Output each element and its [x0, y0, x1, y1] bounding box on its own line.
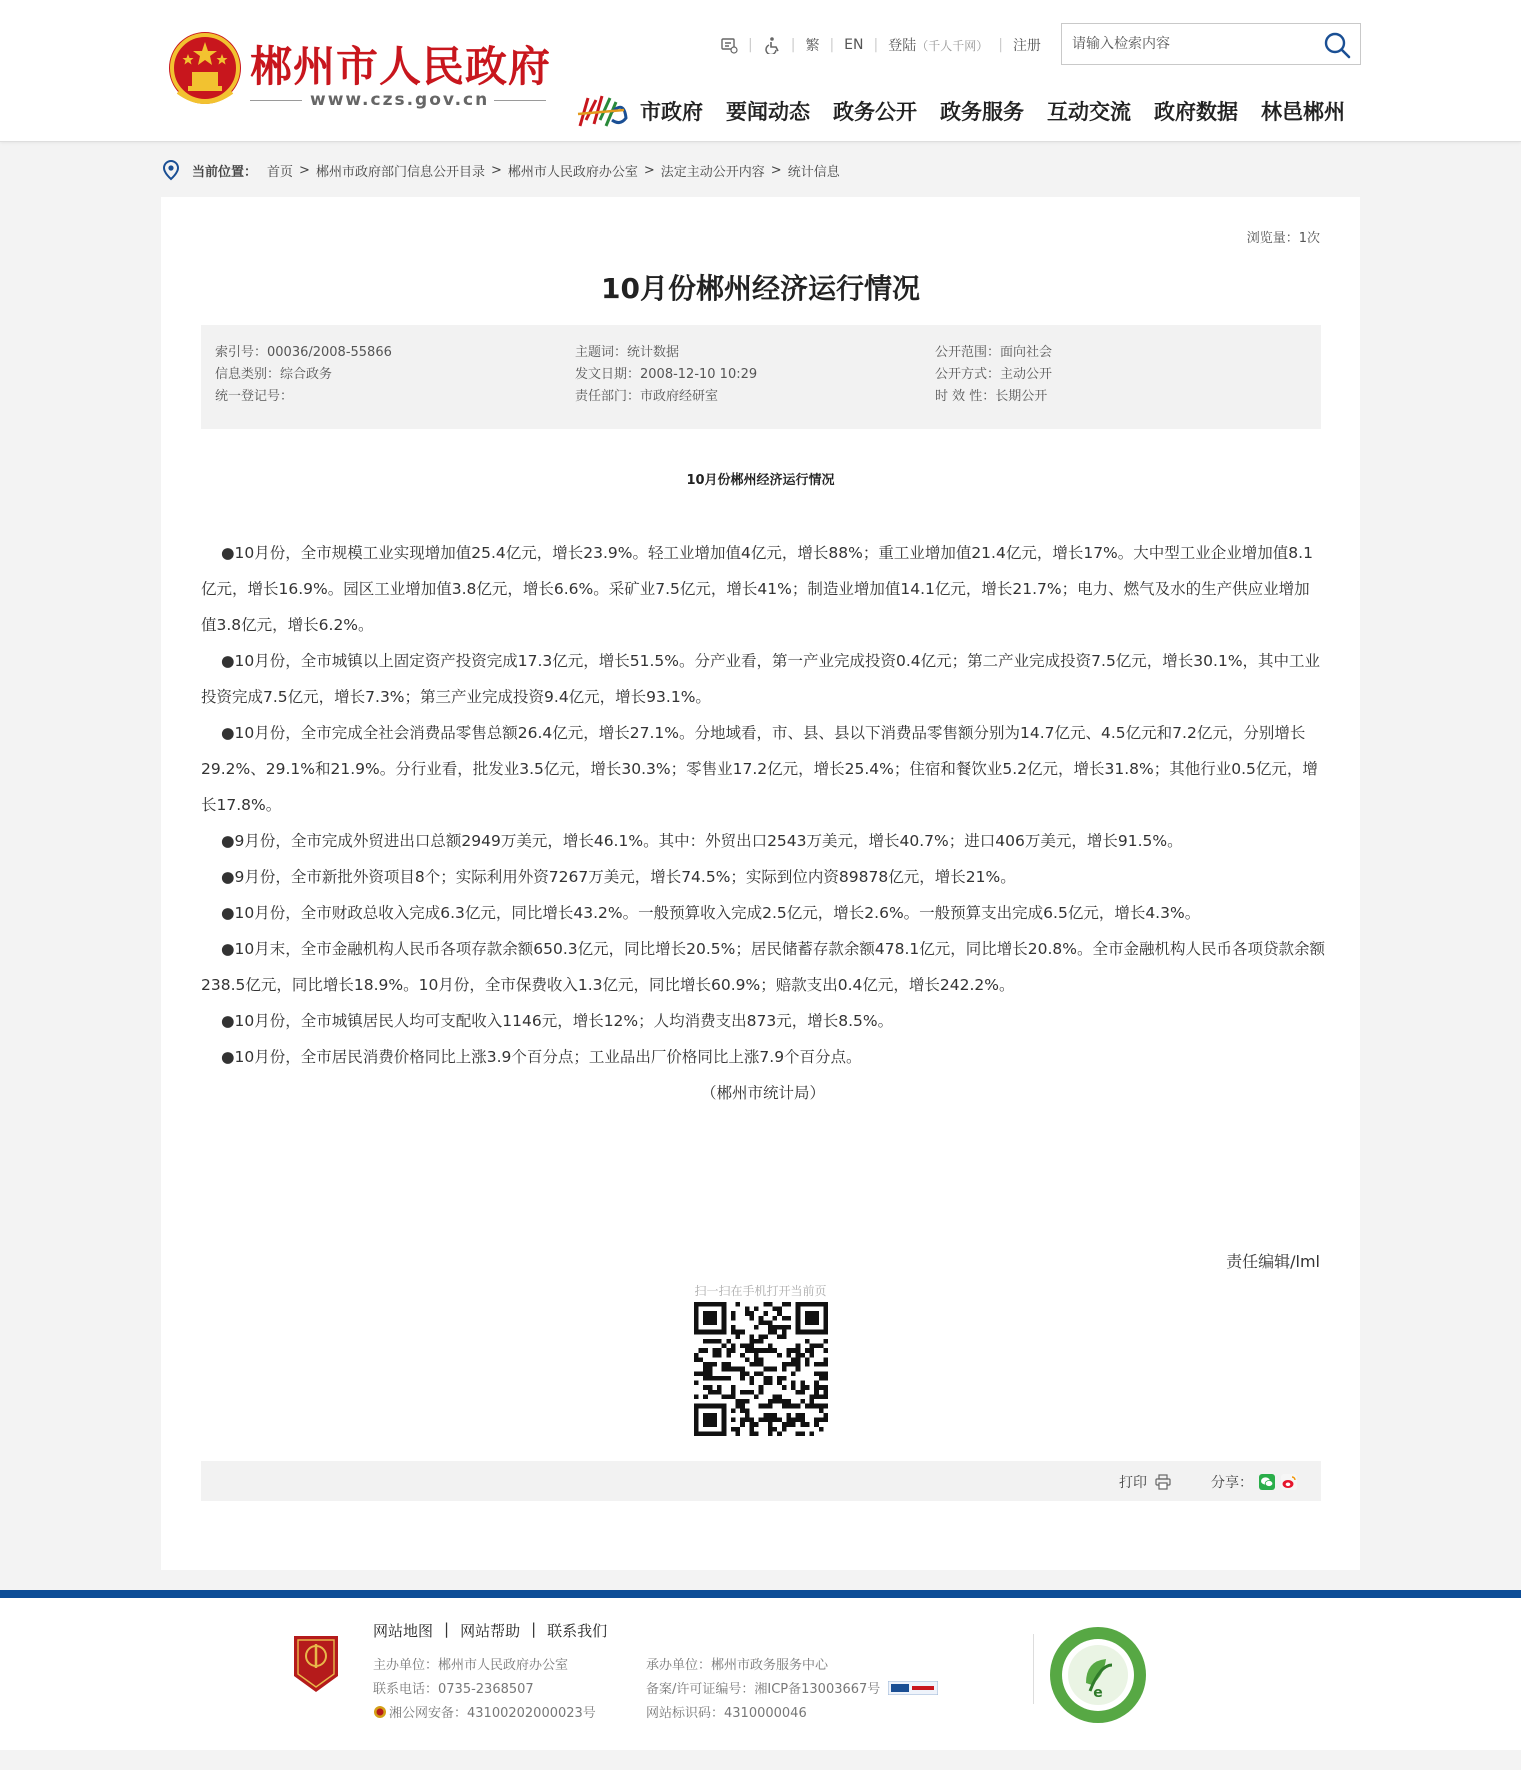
- footer-top-bar: [0, 1590, 1521, 1598]
- breadcrumb-label: 当前位置：: [192, 164, 258, 180]
- meta-category: 信息类别：综合政务: [215, 367, 333, 382]
- url-divider-left: [250, 100, 302, 101]
- top-links: [720, 34, 1041, 56]
- qr-code-icon: [694, 1302, 828, 1436]
- footer-organizer: 承办单位：郴州市政务服务中心: [646, 1658, 829, 1673]
- footer-host: 主办单位：郴州市人民政府办公室: [373, 1658, 569, 1673]
- search-input[interactable]: [1072, 33, 1312, 55]
- print-button[interactable]: [1119, 1472, 1171, 1492]
- footer-phone: 联系电话：0735-2368507: [373, 1682, 534, 1697]
- footer-divider: [1033, 1634, 1034, 1704]
- article-body: [201, 535, 1325, 1111]
- breadcrumb-statutory[interactable]: 法定主动公开内容: [660, 164, 765, 180]
- article-paragraph: ●10月份，全市规模工业实现增加值25.4亿元，增长23.9%。轻工业增加值4亿元，增长88%；重工业增加值21.4亿元，增长17%。大中型工业企业增加值8.1亿元，增长16.9%。园区工业增加值3.8亿元，增长6.6%。采矿业7.5亿元，增长41%；制造业增加值14.1亿元，增长21.7%；电力、燃气及水的生产供应业增加值3.8亿元，增长6.2%。: [201, 544, 1313, 634]
- national-emblem-icon[interactable]: [166, 28, 244, 110]
- article-source: （郴州市统计局）: [700, 1084, 825, 1102]
- breadcrumb-catalog[interactable]: 郴州市政府部门信息公开目录: [315, 164, 485, 180]
- view-count: 浏览量：1次: [1246, 231, 1320, 246]
- traditional-chinese-link[interactable]: 繁: [805, 38, 820, 54]
- article-paragraph: ●9月份，全市完成外贸进出口总额2949万美元，增长46.1%。其中：外贸出口2543万美元，增长40.7%；进口406万美元，增长91.5%。: [221, 832, 1183, 850]
- footer-link-separator: |: [531, 1620, 537, 1638]
- accessibility-icon[interactable]: [763, 36, 781, 54]
- top-link-separator: |: [829, 37, 835, 53]
- breadcrumb-office[interactable]: 郴州市人民政府办公室: [507, 164, 638, 180]
- login-note: （千人千网）: [916, 38, 989, 53]
- nav-item-gov-affairs-public[interactable]: 政务公开: [833, 100, 917, 124]
- footer-police-record[interactable]: [373, 1702, 596, 1721]
- article-paragraph: ●10月份，全市完成全社会消费品零售总额26.4亿元，增长27.1%。分地域看，市、县、县以下消费品零售额分别为14.7亿元、4.5亿元和7.2亿元，分别增长29.2%、29.1%和21.9%。分行业看，批发业3.5亿元，增长30.3%；零售业17.2亿元，增长25.4%；住宿和餐饮业5.2亿元，增长31.8%；其他行业0.5亿元，增长17.8%。: [201, 724, 1318, 814]
- civilized-website-logo-icon[interactable]: [1048, 1625, 1148, 1725]
- elder-mode-icon[interactable]: [720, 36, 738, 54]
- party-gov-badge[interactable]: [290, 1632, 342, 1696]
- breadcrumb-separator: >: [299, 162, 310, 178]
- english-link[interactable]: EN: [844, 37, 864, 53]
- meta-keywords: 主题词：统计数据: [575, 345, 680, 360]
- search-box: [1061, 23, 1361, 65]
- breadcrumb-home[interactable]: 首页: [267, 164, 294, 180]
- print-label: 打印: [1119, 1475, 1147, 1491]
- article-title: 10月份郴州经济运行情况: [601, 272, 920, 305]
- site-title[interactable]: 郴州市人民政府: [250, 42, 552, 91]
- breadcrumb-separator: >: [770, 162, 782, 178]
- meta-validity: 时 效 性：长期公开: [935, 389, 1048, 404]
- article-paragraph: ●10月份，全市城镇居民人均可支配收入1146元，增长12%；人均消费支出873元，增长8.5%。: [221, 1012, 894, 1030]
- nav-item-interaction[interactable]: 互动交流: [1047, 100, 1131, 124]
- top-link-separator: |: [998, 37, 1003, 53]
- site-header: [0, 0, 1521, 142]
- footer-link-contact[interactable]: 联系我们: [547, 1622, 608, 1640]
- footer-link-help[interactable]: 网站帮助: [460, 1622, 521, 1640]
- wechat-icon[interactable]: [1259, 1474, 1275, 1490]
- footer-link-sitemap[interactable]: 网站地图: [373, 1622, 434, 1640]
- gov-site-badge-icon: [888, 1681, 938, 1695]
- article-paragraph: ●10月份，全市城镇以上固定资产投资完成17.3亿元，增长51.5%。分产业看，第一产业完成投资0.4亿元；第二产业完成投资7.5亿元，增长30.1%，其中工业投资完成7.5亿元，增长7.3%；第三产业完成投资9.4亿元，增长93.1%。: [201, 652, 1321, 706]
- printer-icon: [1155, 1474, 1171, 1490]
- top-link-separator: |: [873, 37, 879, 53]
- responsible-editor: 责任编辑/lml: [1226, 1252, 1320, 1271]
- nav-item-city-gov[interactable]: 市政府: [640, 100, 703, 124]
- article-meta: [201, 325, 1321, 429]
- top-link-separator: |: [790, 37, 796, 53]
- meta-scope: 公开范围：面向社会: [935, 345, 1053, 360]
- main-nav: [640, 96, 1345, 126]
- site-url-text: www.czs.gov.cn: [310, 90, 490, 110]
- breadcrumb: [160, 158, 840, 182]
- footer-site-code: 网站标识码：4310000046: [646, 1706, 807, 1721]
- nav-item-gov-services[interactable]: 政务服务: [940, 100, 1024, 124]
- article-paragraph: ●10月末，全市金融机构人民币各项存款余额650.3亿元，同比增长20.5%；居民储蓄存款余额478.1亿元，同比增长20.8%。全市金融机构人民币各项贷款余额238.5亿元，同比增长18.9%。10月份，全市保费收入1.3亿元，同比增长60.9%；赔款支出0.4亿元，增长242.2%。: [201, 940, 1325, 994]
- party-gov-badge-icon: [290, 1632, 342, 1696]
- police-badge-icon: [373, 1705, 387, 1719]
- search-icon[interactable]: [1322, 30, 1352, 60]
- share-group: [1211, 1472, 1297, 1492]
- footer-icp-text: 备案/许可证编号：湘ICP备13003667号: [646, 1682, 881, 1697]
- meta-reg-no: 统一登记号：: [215, 389, 294, 404]
- meta-pub-date: 发文日期：2008-12-10 10:29: [575, 367, 758, 382]
- weibo-icon[interactable]: [1281, 1474, 1297, 1490]
- breadcrumb-statistics[interactable]: 统计信息: [787, 164, 840, 180]
- footer-icp[interactable]: [646, 1678, 938, 1697]
- article-paragraph: ●10月份，全市居民消费价格同比上涨3.9个百分点；工业品出厂价格同比上涨7.9个百分点。: [221, 1048, 862, 1066]
- page-bottom-strip: [0, 1750, 1521, 1770]
- top-link-separator: |: [748, 37, 753, 53]
- article-paragraph: ●10月份，全市财政总收入完成6.3亿元，同比增长43.2%。一般预算收入完成2.5亿元，增长2.6%。一般预算支出完成6.5亿元，增长4.3%。: [221, 904, 1201, 922]
- article-paragraph: ●9月份，全市新批外资项目8个；实际利用外资7267万美元，增长74.5%；实际到位内资89878亿元，增长21%。: [221, 868, 1016, 886]
- meta-index-no: 索引号：00036/2008-55866: [215, 345, 392, 360]
- article-toolbar: [201, 1461, 1321, 1501]
- location-pin-icon: [160, 159, 182, 181]
- article-subtitle: 10月份郴州经济运行情况: [686, 473, 835, 488]
- footer-links: [373, 1620, 607, 1641]
- footer-link-separator: |: [444, 1620, 450, 1638]
- url-divider-right: [494, 100, 546, 101]
- breadcrumb-separator: >: [643, 162, 655, 178]
- chenzhou-calligraphy-logo-icon: [576, 90, 628, 132]
- login-link[interactable]: 登陆: [888, 38, 917, 54]
- site-footer: [0, 1598, 1521, 1750]
- share-label: 分享：: [1211, 1475, 1253, 1491]
- meta-dept: 责任部门：市政府经研室: [575, 389, 719, 404]
- article-panel: [161, 197, 1360, 1570]
- breadcrumb-separator: >: [490, 162, 502, 178]
- meta-method: 公开方式：主动公开: [935, 367, 1053, 382]
- register-link[interactable]: 注册: [1012, 38, 1041, 54]
- site-url: [250, 88, 546, 112]
- qr-code-label: 扫一扫在手机打开当前页: [694, 1284, 827, 1298]
- nav-item-news[interactable]: 要闻动态: [726, 100, 810, 124]
- footer-police-text: 湘公网安备：43100202000023号: [389, 1706, 596, 1721]
- svg-text:e: e: [1093, 1685, 1103, 1701]
- nav-item-gov-data[interactable]: 政府数据: [1154, 100, 1238, 124]
- nav-item-linyi-chenzhou[interactable]: 林邑郴州: [1261, 100, 1345, 124]
